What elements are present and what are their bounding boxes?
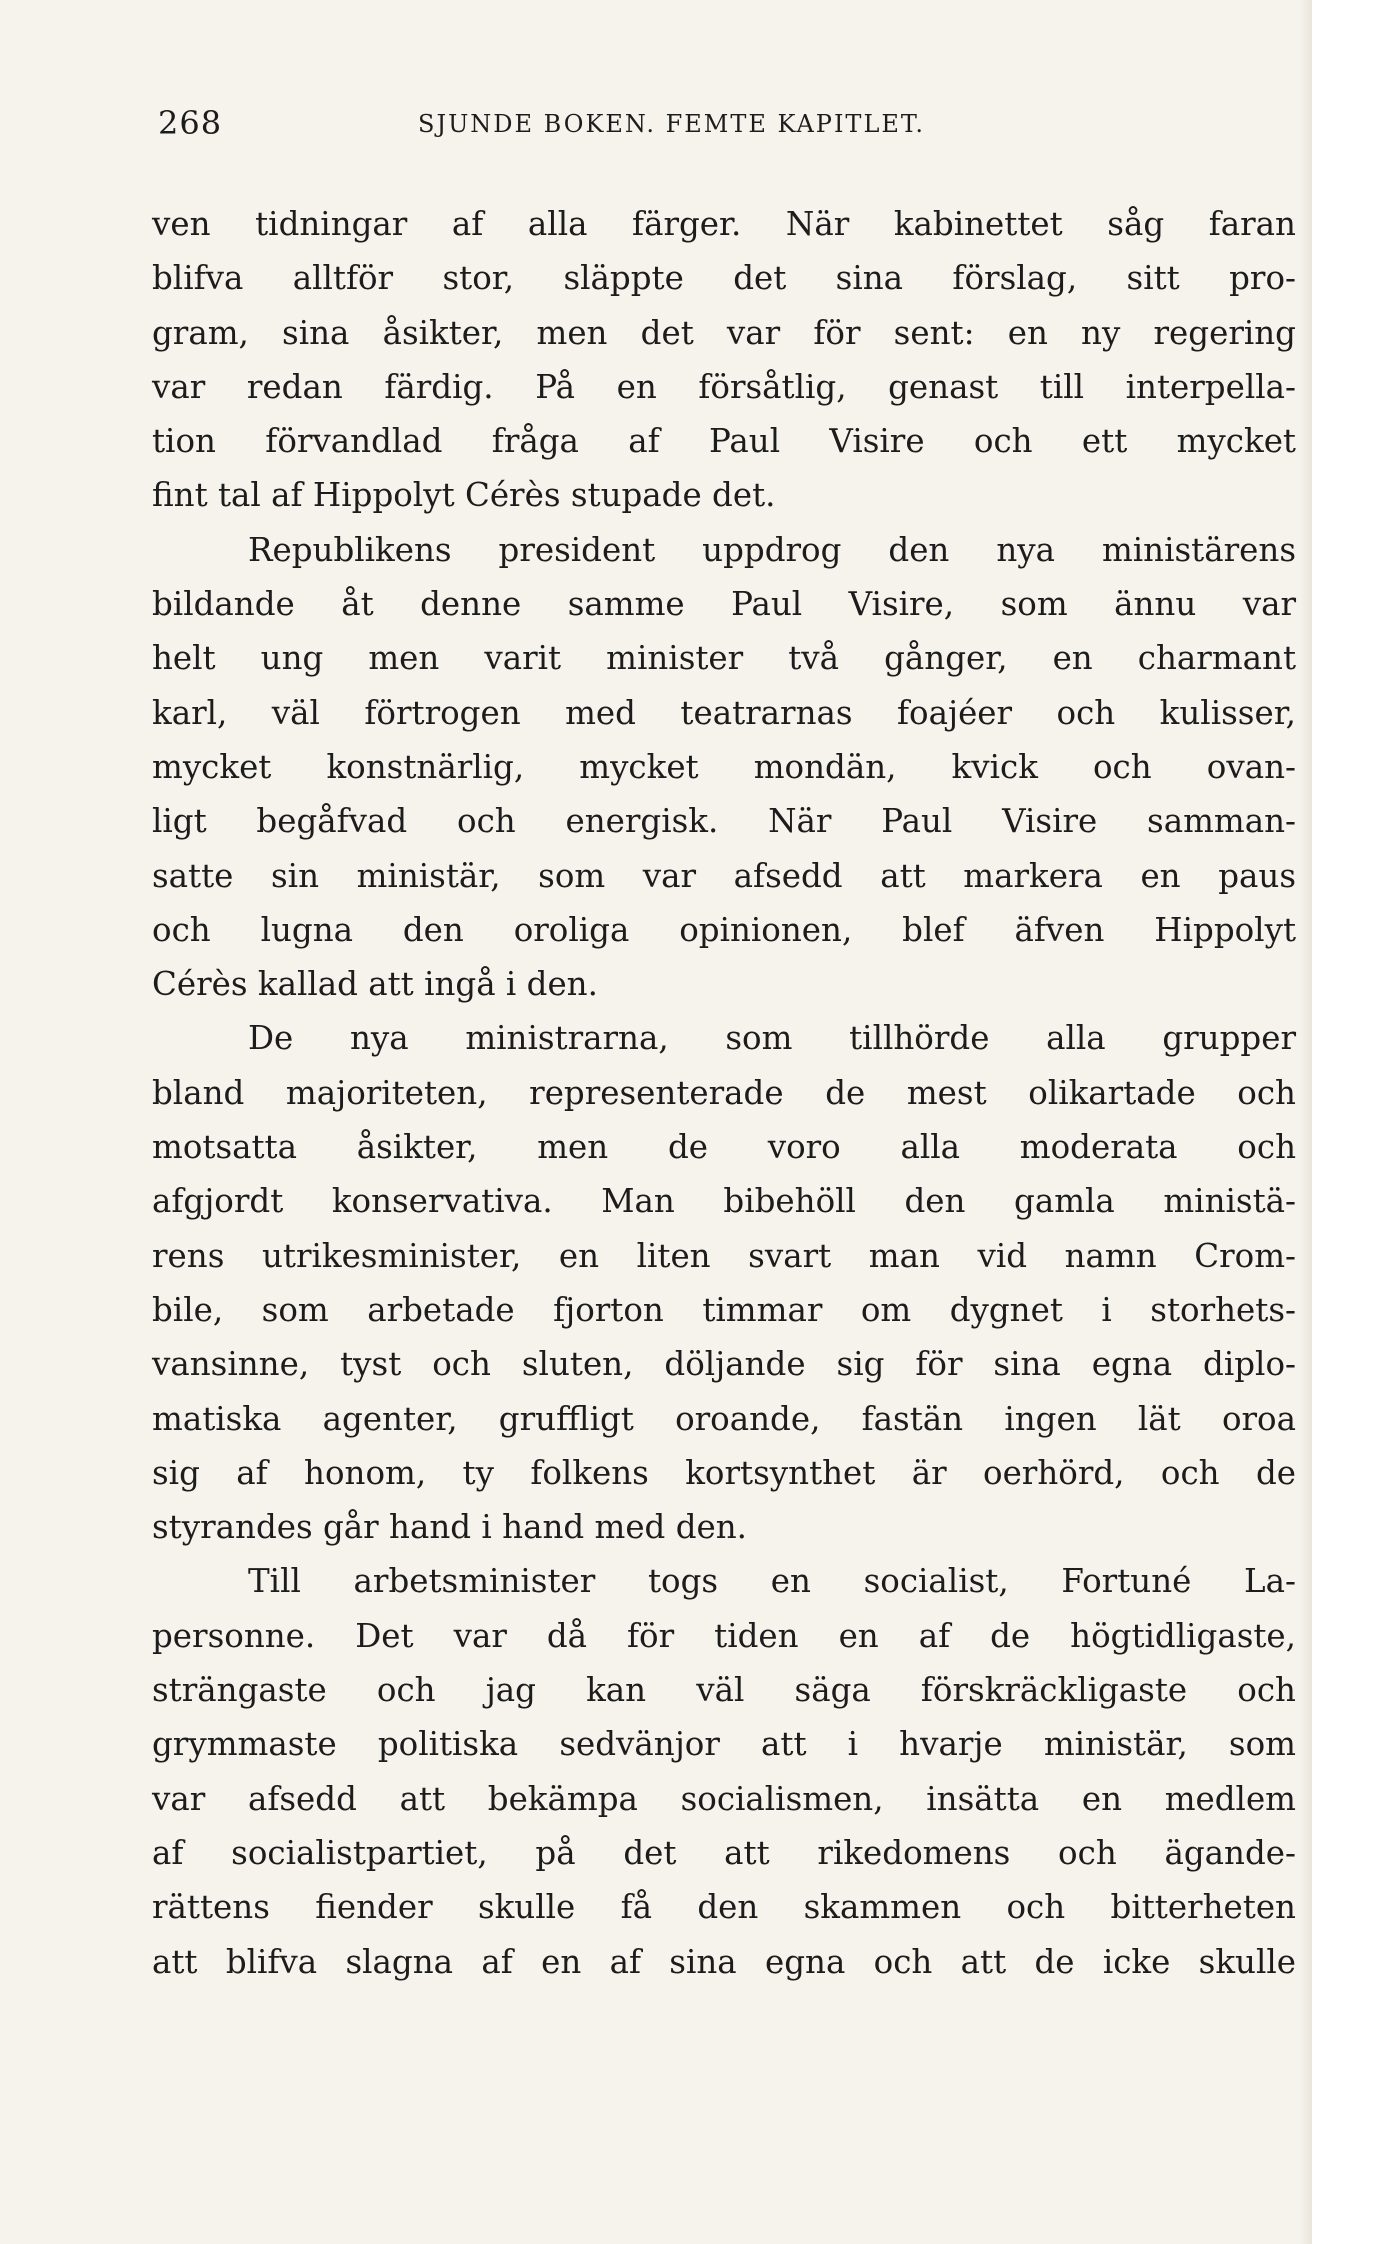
text-line: var redan färdig. På en försåtlig, genast till interpella-	[152, 367, 1296, 406]
text-line: af socialistpartiet, på det att rikedomens och ägande-	[152, 1833, 1296, 1872]
text-line: helt ung men varit minister två gånger, en charmant	[152, 639, 1296, 678]
text-line: bildande åt denne samme Paul Visire, som ännu var	[152, 585, 1296, 624]
text-line: blifva alltför stor, släppte det sina förslag, sitt pro-	[152, 259, 1296, 298]
text-line: Till arbetsminister togs en socialist, Fortuné La-	[248, 1562, 1296, 1601]
text-line: och lugna den oroliga opinionen, blef äfven Hippolyt	[152, 910, 1296, 949]
text-line: grymmaste politiska sedvänjor att i hvarje ministär, som	[152, 1725, 1296, 1764]
chapter-heading: SJUNDE BOKEN. FEMTE KAPITLET.	[418, 110, 926, 138]
text-line: motsatta åsikter, men de voro alla moderata och	[152, 1128, 1296, 1167]
text-line: strängaste och jag kan väl säga förskräckligaste och	[152, 1671, 1296, 1710]
text-line: sig af honom, ty folkens kortsynthet är oerhörd, och de	[152, 1453, 1296, 1492]
text-line: karl, väl förtrogen med teatrarnas foajéer och kulisser,	[152, 693, 1296, 732]
text-line: satte sin ministär, som var afsedd att markera en paus	[152, 856, 1296, 895]
scan-margin	[1312, 0, 1400, 2244]
text-line: bland majoriteten, representerade de mest olikartade och	[152, 1073, 1296, 1112]
body-text	[152, 197, 1296, 1989]
text-line: fint tal af Hippolyt Cérès stupade det.	[152, 476, 776, 515]
text-line: gram, sina åsikter, men det var för sent: en ny regering	[152, 313, 1296, 352]
text-line: personne. Det var då för tiden en af de högtidligaste,	[152, 1616, 1296, 1655]
text-line: att blifva slagna af en af sina egna och att de icke skulle	[152, 1942, 1296, 1981]
text-line: bile, som arbetade fjorton timmar om dygnet i storhets-	[152, 1290, 1296, 1329]
text-line: Republikens president uppdrog den nya ministärens	[248, 530, 1296, 569]
text-line: ligt begåfvad och energisk. När Paul Visire samman-	[152, 802, 1296, 841]
text-line: vansinne, tyst och sluten, döljande sig för sina egna diplo-	[152, 1345, 1296, 1384]
text-line: var afsedd att bekämpa socialismen, insätta en medlem	[152, 1779, 1296, 1818]
page-edge-shadow	[1300, 0, 1312, 2244]
text-line: mycket konstnärlig, mycket mondän, kvick och ovan-	[152, 747, 1296, 786]
text-line: afgjordt konservativa. Man bibehöll den gamla ministä-	[152, 1182, 1296, 1221]
running-head	[158, 104, 1298, 144]
text-line: De nya ministrarna, som tillhörde alla grupper	[248, 1019, 1296, 1058]
text-line: tion förvandlad fråga af Paul Visire och ett mycket	[152, 422, 1296, 461]
text-line: styrandes går hand i hand med den.	[152, 1508, 747, 1547]
page-number: 268	[158, 104, 223, 142]
text-line: matiska agenter, gruffligt oroande, fastän ingen lät oroa	[152, 1399, 1296, 1438]
text-line: rättens fiender skulle få den skammen och bitterheten	[152, 1888, 1296, 1927]
text-line: ven tidningar af alla färger. När kabinettet såg faran	[152, 205, 1296, 243]
text-line: rens utrikesminister, en liten svart man vid namn Crom-	[152, 1236, 1296, 1275]
text-line: Cérès kallad att ingå i den.	[152, 965, 598, 1004]
